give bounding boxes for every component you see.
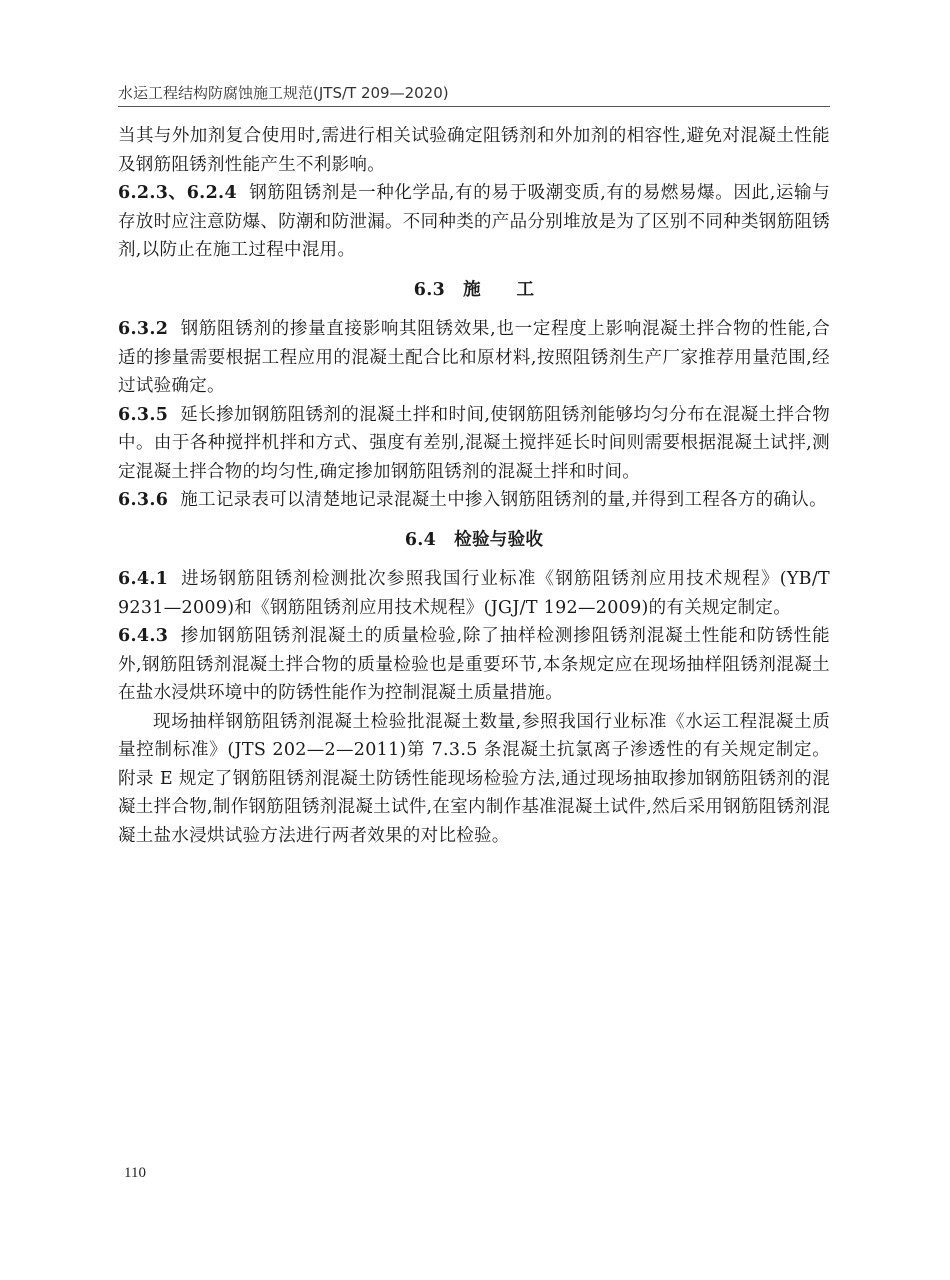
clause-6-3-5 bbox=[118, 401, 830, 487]
section-title: 检验与验收 bbox=[454, 529, 544, 550]
section-heading-6-3 bbox=[118, 276, 830, 305]
clause-number: 6.3.5 bbox=[118, 404, 169, 425]
clause-6-4-3 bbox=[118, 622, 830, 708]
clause-6-4-1 bbox=[118, 565, 830, 622]
clause-number: 6.4.3 bbox=[118, 626, 169, 646]
page-body bbox=[118, 122, 830, 850]
clause-number: 6.4.1 bbox=[118, 569, 169, 589]
clause-text: 钢筋阻锈剂是一种化学品,有的易于吸潮变质,有的易燃易爆。因此,运输与存放时应注意防爆、防潮和防泄漏。不同种类的产品分别堆放是为了区别不同种类钢筋阻锈剂,以防止在施工过程中混用。 bbox=[118, 183, 830, 260]
section-number: 6.4 bbox=[404, 529, 437, 550]
section-heading-6-4 bbox=[118, 526, 830, 555]
clause-text: 施工记录表可以清楚地记录混凝土中掺入钢筋阻锈剂的量,并得到工程各方的确认。 bbox=[180, 490, 827, 510]
section-number: 6.3 bbox=[413, 279, 446, 300]
running-header: 水运工程结构防腐蚀施工规范(JTS/T 209—2020) bbox=[118, 84, 449, 102]
clause-number: 6.3.2 bbox=[118, 319, 169, 339]
clause-text: 延长掺加钢筋阻锈剂的混凝土拌和时间,使钢筋阻锈剂能够均匀分布在混凝土拌合物中。由于各种搅拌机拌和方式、强度有差别,混凝土搅拌延长时间则需要根据混凝土试拌,测定混凝土拌合物的均匀性,确定掺加钢筋阻锈剂的混凝土拌和时间。 bbox=[118, 404, 830, 482]
clause-text: 钢筋阻锈剂的掺量直接影响其阻锈效果,也一定程度上影响混凝土拌合物的性能,合适的掺量需要根据工程应用的混凝土配合比和原材料,按照阻锈剂生产厂家推荐用量范围,经过试验确定。 bbox=[118, 319, 830, 396]
paragraph-indented: 现场抽样钢筋阻锈剂混凝土检验批混凝土数量,参照我国行业标准《水运工程混凝土质量控制标准》(JTS 202—2—2011)第 7.3.5 条混凝土抗氯离子渗透性的有关规定制定。附录 E 规定了钢筋阻锈剂混凝土防锈性能现场检验方法,通过现场抽取掺加钢筋阻锈剂的混凝土拌合物,制作钢筋阻锈剂混凝土试件,在室内制作基准混凝土试件,然后采用钢筋阻锈剂混凝土盐水浸烘试验方法进行两者效果的对比检验。 bbox=[118, 711, 830, 846]
section-title: 施 工 bbox=[463, 279, 535, 300]
clause-number: 6.3.6 bbox=[118, 490, 169, 510]
clause-number: 6.2.3、6.2.4 bbox=[118, 183, 237, 203]
header-rule bbox=[118, 106, 830, 107]
clause-text: 进场钢筋阻锈剂检测批次参照我国行业标准《钢筋阻锈剂应用技术规程》(YB/T 9231—2009)和《钢筋阻锈剂应用技术规程》(JGJ/T 192—2009)的有关规定制定。 bbox=[118, 569, 830, 618]
clause-6-2-3 bbox=[118, 179, 830, 265]
clause-6-3-6 bbox=[118, 486, 830, 515]
clause-6-3-2 bbox=[118, 315, 830, 401]
paragraph-continued: 当其与外加剂复合使用时,需进行相关试验确定阻锈剂和外加剂的相容性,避免对混凝土性能及钢筋阻锈剂性能产生不利影响。 bbox=[118, 126, 830, 175]
page-number: 110 bbox=[124, 1165, 146, 1181]
clause-text: 掺加钢筋阻锈剂混凝土的质量检验,除了抽样检测掺阻锈剂混凝土性能和防锈性能外,钢筋阻锈剂混凝土拌合物的质量检验也是重要环节,本条规定应在现场抽样阻锈剂混凝土在盐水浸烘环境中的防锈性能作为控制混凝土质量措施。 bbox=[118, 626, 830, 703]
